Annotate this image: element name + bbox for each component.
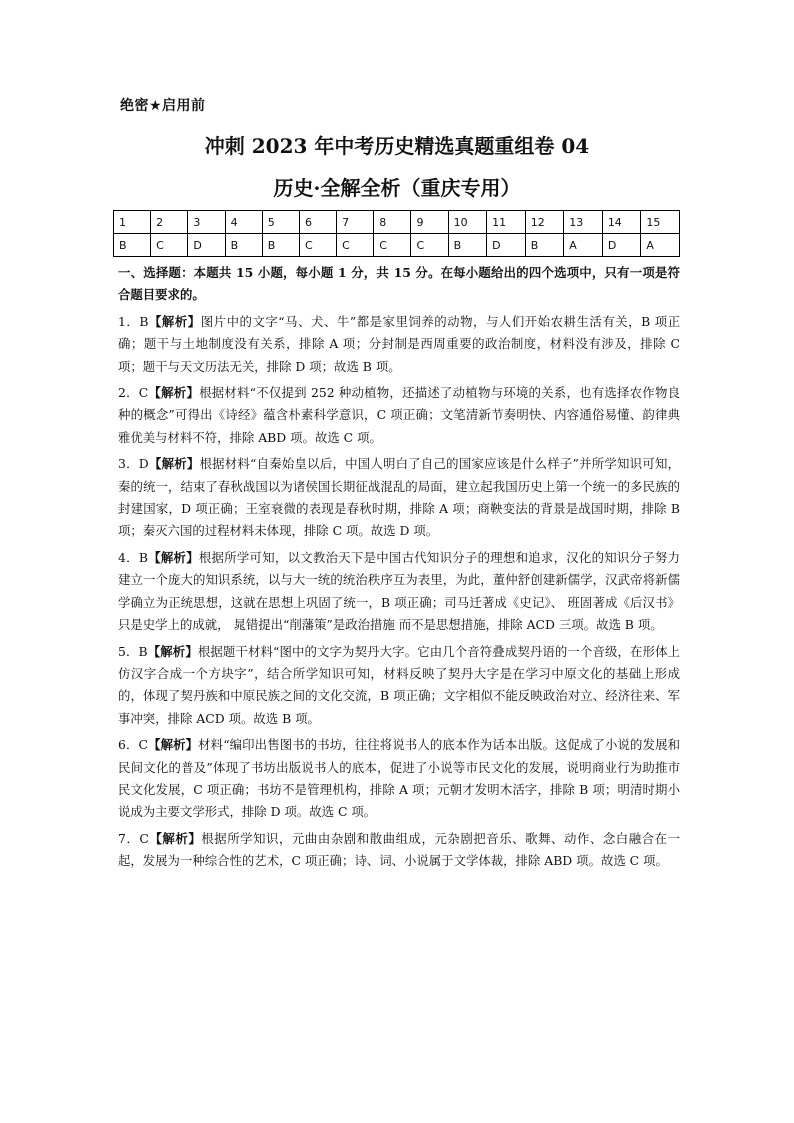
answer-cell: B	[114, 234, 151, 257]
question-number-cell: 13	[564, 211, 603, 234]
analysis-tag: 【解析】	[147, 643, 198, 659]
explanation-item	[118, 828, 680, 873]
explanation-text: 根据材料“不仅提到 252 种动植物，还描述了动植物与环境的关系，也有选择农作物良种的概念”可得出《诗经》蕴含朴素科学意识，C 项正确；文笔清新节奏明快、内容通俗易懂、韵律典雅优美与材料不符，排除 ABD 项。故选 C 项。	[118, 385, 680, 445]
question-number-cell: 11	[487, 211, 526, 234]
question-number-cell: 12	[525, 211, 564, 234]
analysis-tag: 【解析】	[148, 385, 200, 401]
answer-prefix: 7．C	[118, 830, 149, 846]
explanation-text: 根据所学可知，以文教治天下是中国古代知识分子的理想和追求，汉化的知识分子努力建立一个庞大的知识系统，以与大一统的统治秩序互为表里，为此，董仲舒创建新儒学，汉武帝将新儒学确立为正统思想，这就在思想上巩固了统一，B 项正确；司马迁著成《史记》、 班固著成《后汉书》只是史学上的成就， 晁错提出“削藩策”是政治措施 而不是思想措施，排除 ACD 三项。故选 B 项。	[118, 549, 680, 633]
page-subtitle: 历史·全解全析（重庆专用）	[273, 176, 521, 200]
answer-cell: B	[448, 234, 487, 257]
section-intro: 一、选择题：本题共 15 小题，每小题 1 分，共 15 分。在每小题给出的四个选项中，只有一项是符合题目要求的。	[118, 265, 680, 303]
explanation-item	[118, 382, 680, 449]
answer-cell: C	[374, 234, 411, 257]
answer-cell: D	[188, 234, 225, 257]
answer-cell: D	[487, 234, 526, 257]
confidential-label: 绝密★启用前	[120, 98, 206, 114]
explanation-item	[118, 311, 680, 378]
analysis-tag: 【解析】	[148, 737, 199, 753]
explanation-item	[118, 734, 680, 824]
answer-cell: C	[411, 234, 448, 257]
answer-table-number-row	[114, 211, 680, 234]
answer-cell: B	[525, 234, 564, 257]
question-number-cell: 5	[262, 211, 299, 234]
explanation-text: 根据所学知识，元曲由杂剧和散曲组成，元杂剧把音乐、歌舞、动作、念白融合在一起，发展为一种综合性的艺术，C 项正确；诗、词、小说属于文学体裁，排除 ABD 项。故选 C 项。	[118, 830, 681, 869]
answer-cell: D	[602, 234, 641, 257]
explanation-text: 根据材料“自秦始皇以后，中国人明白了自己的国家应该是什么样子”并所学知识可知，秦的统一，结束了春秋战国以为诸侯国长期征战混乱的局面，建立起我国历史上第一个统一的多民族的封建国家，D 项正确；王室衰微的表现是春秋时期，排除 A 项；商鞅变法的背景是战国时期，排除 B 项；秦灭六国的过程材料未体现，排除 C 项。故选 D 项。	[118, 456, 680, 539]
analysis-tag: 【解析】	[148, 830, 202, 846]
answer-prefix: 4．B	[118, 549, 148, 565]
explanation-text: 根据题干材料“图中的文字为契丹大字。它由几个音符叠成契丹语的一个音级，在形体上仿汉字合成一个方块字”，结合所学知识可知，材料反映了契丹大字是在学习中原文化的基础上形成的，体现了契丹族和中原民族之间的文化交流，B 项正确；文字相似不能反映政治对立、经济往来、军事冲突，排除 ACD 项。故选 B 项。	[118, 643, 680, 726]
answer-cell: A	[564, 234, 603, 257]
explanation-item	[118, 547, 680, 637]
explanations-body	[118, 262, 680, 877]
question-number-cell: 4	[225, 211, 262, 234]
question-number-cell: 1	[114, 211, 151, 234]
answer-prefix: 3．D	[118, 456, 149, 472]
answer-prefix: 6．C	[118, 737, 148, 753]
question-number-cell: 10	[448, 211, 487, 234]
question-number-cell: 2	[151, 211, 188, 234]
analysis-tag: 【解析】	[147, 549, 199, 565]
question-number-cell: 8	[374, 211, 411, 234]
answer-prefix: 1．B	[118, 313, 149, 329]
question-number-cell: 9	[411, 211, 448, 234]
answer-cell: C	[151, 234, 188, 257]
question-number-cell: 14	[602, 211, 641, 234]
question-number-cell: 15	[641, 211, 680, 234]
answer-cell: C	[299, 234, 336, 257]
analysis-tag: 【解析】	[148, 456, 200, 472]
analysis-tag: 【解析】	[148, 313, 201, 329]
answer-cell: A	[641, 234, 680, 257]
explanation-item	[118, 641, 680, 731]
answer-cell: B	[262, 234, 299, 257]
answer-prefix: 2．C	[118, 385, 149, 401]
answer-prefix: 5．B	[118, 643, 148, 659]
question-number-cell: 3	[188, 211, 225, 234]
answer-cell: B	[225, 234, 262, 257]
page-title: 冲刺 2023 年中考历史精选真题重组卷 04	[204, 134, 590, 158]
explanation-item	[118, 453, 680, 543]
answer-cell: C	[337, 234, 374, 257]
answer-table	[113, 210, 680, 257]
explanation-text: 材料“编印出售图书的书坊，往往将说书人的底本作为话本出版。这促成了小说的发展和民间文化的普及”体现了书坊出版说书人的底本，促进了小说等市民文化的发展，说明商业行为助推市民文化发展，C 项正确；书坊不是管理机构，排除 A 项；元朝才发明木活字，排除 B 项；明清时期小说成为主要文学形式，排除 D 项。故选 C 项。	[118, 737, 680, 820]
question-number-cell: 7	[337, 211, 374, 234]
explanation-text: 图片中的文字“马、犬、牛”都是家里饲养的动物，与人们开始农耕生活有关，B 项正确；题干与土地制度没有关系，排除 A 项；分封制是西周重要的政治制度，材料没有涉及，排除 C 项；题干与天文历法无关，排除 D 项；故选 B 项。	[118, 313, 681, 374]
question-number-cell: 6	[299, 211, 336, 234]
answer-table-answer-row	[114, 234, 680, 257]
